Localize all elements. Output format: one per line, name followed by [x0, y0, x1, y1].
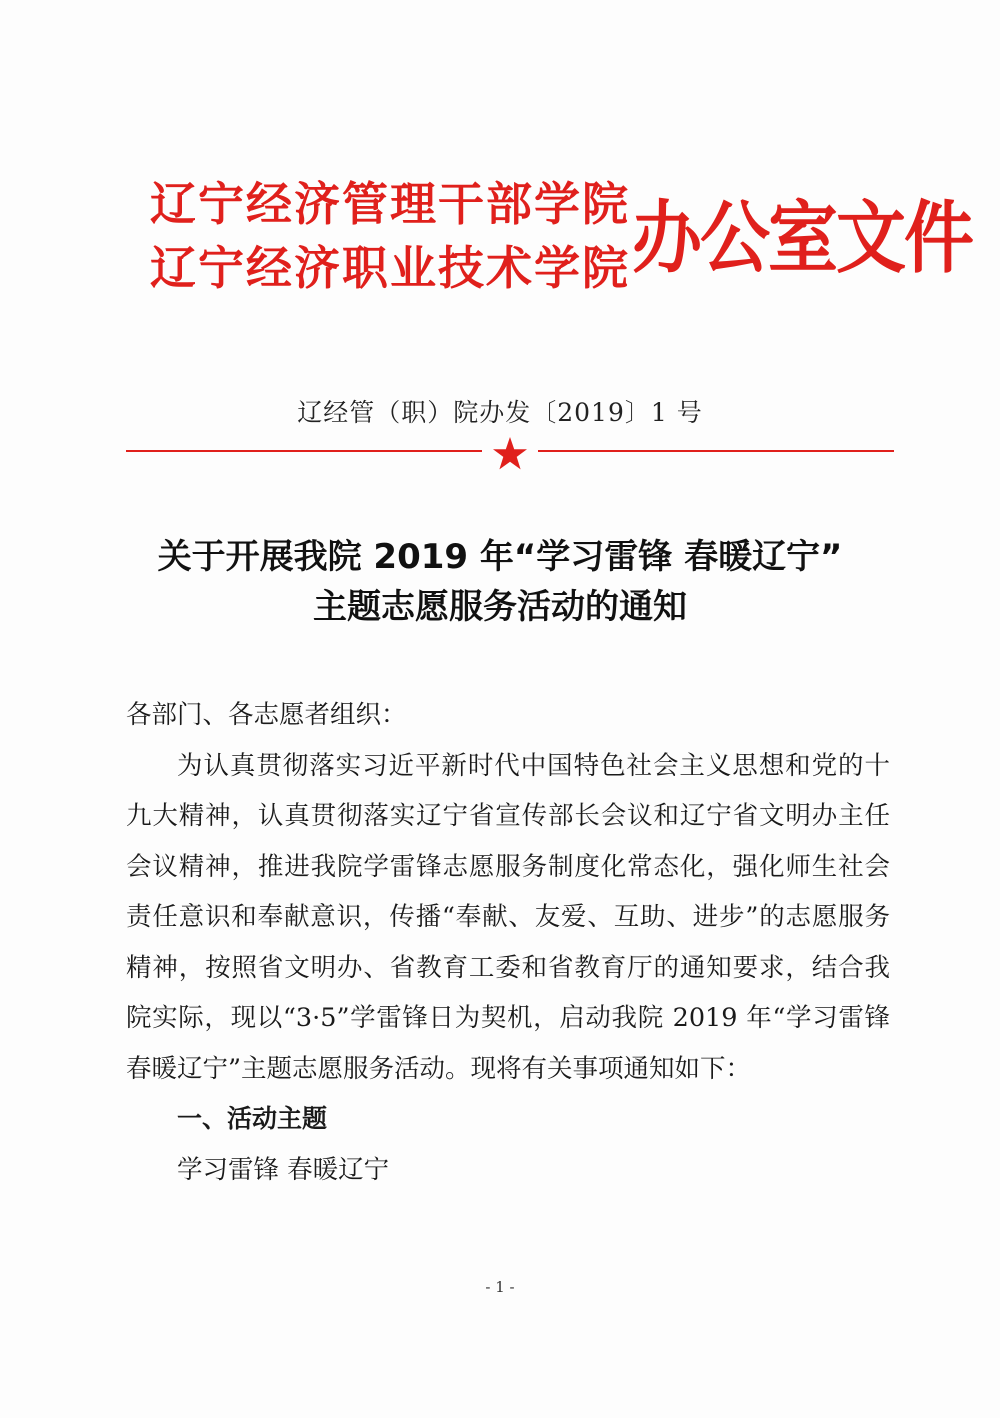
- document-number: 辽经管（职）院办发〔2019〕1 号: [297, 398, 703, 427]
- org-name-line-1: 辽宁经济管理干部学院: [150, 177, 630, 231]
- salutation: 各部门、各志愿者组织：: [126, 700, 407, 730]
- document-body: [126, 690, 890, 1195]
- section-heading: 一、活动主题: [177, 1104, 328, 1133]
- org-name-line-2: 辽宁经济职业技术学院: [150, 241, 630, 295]
- star-icon: [492, 436, 528, 472]
- divider-line-left: [126, 450, 482, 452]
- section-content: 学习雷锋 春暖辽宁: [177, 1154, 390, 1185]
- red-divider: [126, 450, 894, 476]
- page-number: - 1 -: [485, 1278, 515, 1296]
- office-document-title: 办公室文件: [632, 192, 972, 284]
- letterhead-org-names: [150, 172, 630, 300]
- notice-title-line-1: 关于开展我院 2019 年“学习雷锋 春暖辽宁”: [157, 537, 843, 577]
- body-paragraph: 为认真贯彻落实习近平新时代中国特色社会主义思想和党的十九大精神，认真贯彻落实辽宁省宣传部长会议和辽宁省文明办主任会议精神，推进我院学雷锋志愿服务制度化常态化，强化师生社会责任意识和奉献意识，传播“奉献、友爱、互助、进步”的志愿服务精神，按照省文明办、省教育工委和省教育厅的通知要求，结合我院实际，现以“3·5”学雷锋日为契机，启动我院 2019 年“学习雷锋 春暖辽宁”主题志愿服务活动。现将有关事项通知如下：: [126, 750, 890, 1084]
- notice-title: [0, 532, 1000, 632]
- divider-line-right: [538, 450, 894, 452]
- notice-title-line-2: 主题志愿服务活动的通知: [313, 587, 687, 627]
